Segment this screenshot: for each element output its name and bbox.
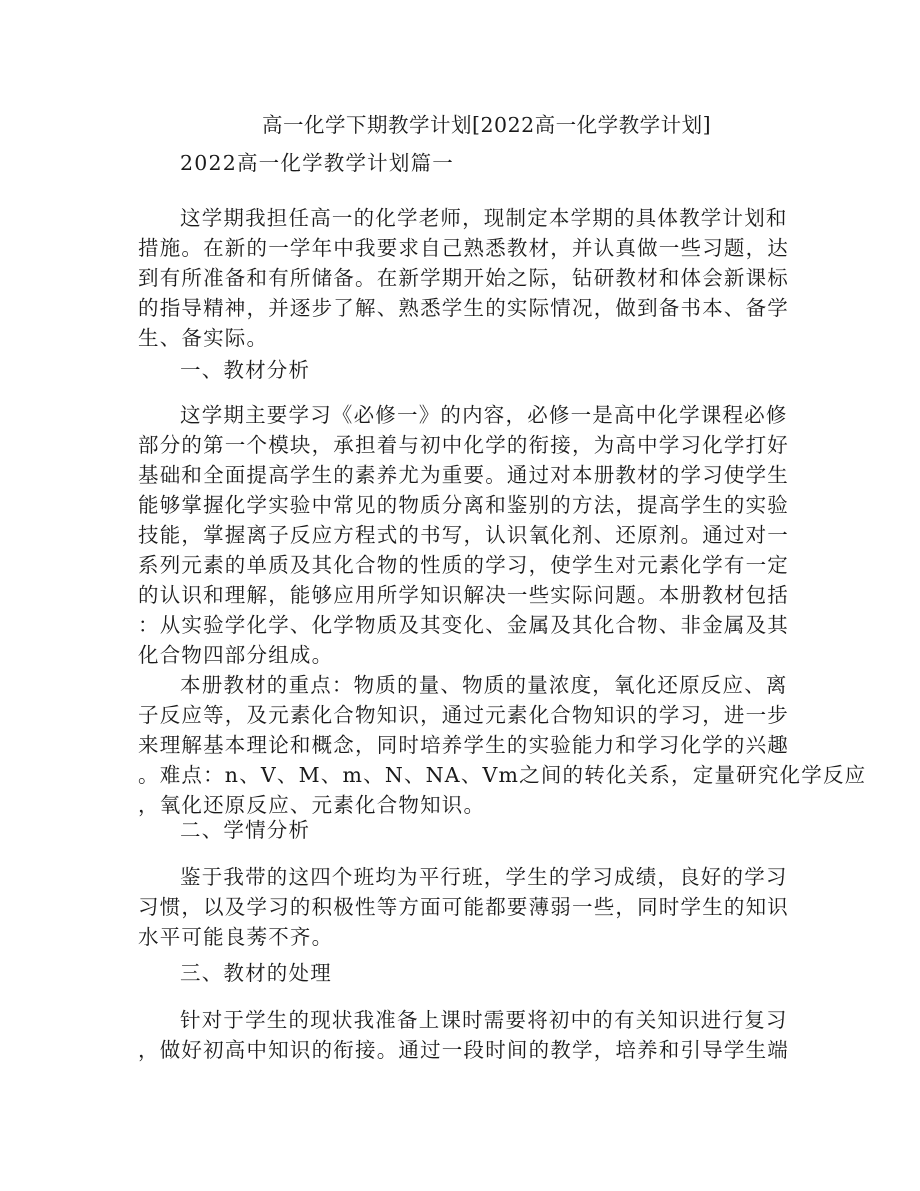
paragraph-line: 子反应等，及元素化合物知识，通过元素化合物知识的学习，进一步 xyxy=(138,703,789,727)
paragraph-line: 这学期主要学习《必修一》的内容，必修一是高中化学课程必修 xyxy=(180,403,788,427)
paragraph-line: 本册教材的重点：物质的量、物质的量浓度，氧化还原反应、离 xyxy=(180,673,788,697)
paragraph-line: 系列元素的单质及其化合物的性质的学习，使学生对元素化学有一定 xyxy=(138,553,789,577)
section-heading: 一、教材分析 xyxy=(180,358,311,382)
document-title: 高一化学下期教学计划[2022高一化学教学计划] xyxy=(262,113,712,137)
paragraph-line: 水平可能良莠不齐。 xyxy=(138,925,334,949)
section-subtitle: 2022高一化学教学计划篇一 xyxy=(180,151,454,175)
paragraph-line: 鉴于我带的这四个班均为平行班，学生的学习成绩，良好的学习 xyxy=(180,865,788,889)
paragraph-line: 基础和全面提高学生的素养尤为重要。通过对本册教材的学习使学生 xyxy=(138,463,789,487)
section-heading: 二、学情分析 xyxy=(180,818,311,842)
paragraph-line: 化合物四部分组成。 xyxy=(138,643,334,667)
paragraph-line: 到有所准备和有所储备。在新学期开始之际，钻研教材和体会新课标 xyxy=(138,266,789,290)
paragraph-line: 的指导精神，并逐步了解、熟悉学生的实际情况，做到备书本、备学 xyxy=(138,296,789,320)
paragraph-line: 。难点：n、V、M、m、N、NA、Vm之间的转化关系，定量研究化学反应 xyxy=(138,763,867,787)
paragraph-line: 生、备实际。 xyxy=(138,326,269,350)
paragraph-line: 来理解基本理论和概念，同时培养学生的实验能力和学习化学的兴趣 xyxy=(138,733,789,757)
paragraph-line: 措施。在新的一学年中我要求自己熟悉教材，并认真做一些习题，达 xyxy=(138,236,789,260)
paragraph-line: 的认识和理解，能够应用所学知识解决一些实际问题。本册教材包括 xyxy=(138,583,789,607)
paragraph-line: 技能，掌握离子反应方程式的书写，认识氧化剂、还原剂。通过对一 xyxy=(138,523,789,547)
paragraph-line: 习惯，以及学习的积极性等方面可能都要薄弱一些，同时学生的知识 xyxy=(138,895,789,919)
paragraph-line: 针对于学生的现状我准备上课时需要将初中的有关知识进行复习 xyxy=(180,1008,788,1032)
paragraph-line: 能够掌握化学实验中常见的物质分离和鉴别的方法，提高学生的实验 xyxy=(138,493,789,517)
paragraph-line: 这学期我担任高一的化学老师，现制定本学期的具体教学计划和 xyxy=(180,206,788,230)
paragraph-line: ：从实验学化学、化学物质及其变化、金属及其化合物、非金属及其 xyxy=(138,613,789,637)
paragraph-line: ，做好初高中知识的衔接。通过一段时间的教学，培养和引导学生端 xyxy=(138,1038,789,1062)
paragraph-line: ，氧化还原反应、元素化合物知识。 xyxy=(138,793,486,817)
paragraph-line: 部分的第一个模块，承担着与初中化学的衔接，为高中学习化学打好 xyxy=(138,433,789,457)
section-heading: 三、教材的处理 xyxy=(180,961,332,985)
